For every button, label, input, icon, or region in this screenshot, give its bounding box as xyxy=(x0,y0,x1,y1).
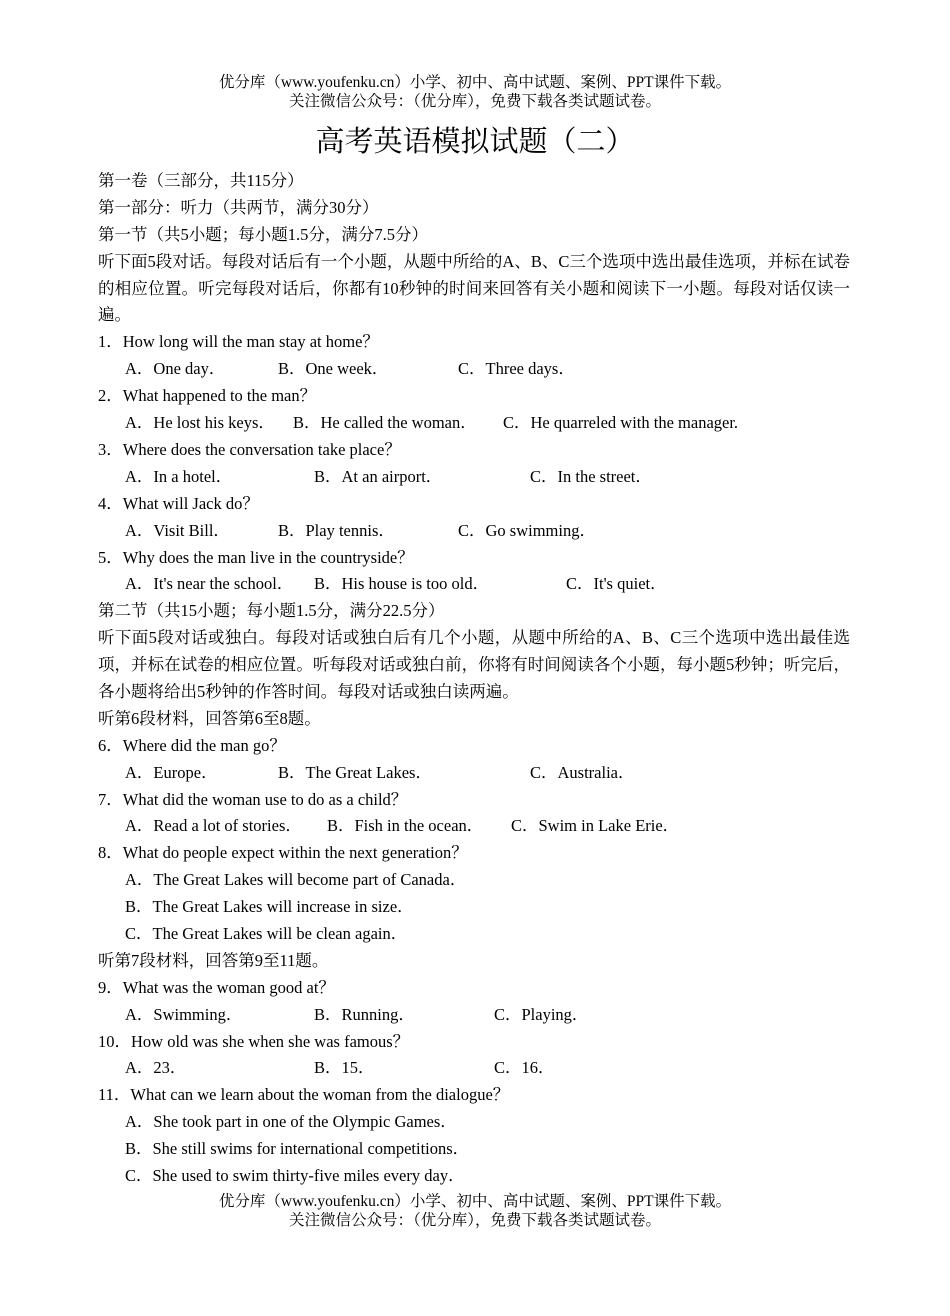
question-options xyxy=(98,1109,850,1190)
option-b: B．15． xyxy=(314,1058,375,1078)
option-a: A．The Great Lakes will become part of Canada． xyxy=(125,870,467,890)
option-b: B．His house is too old． xyxy=(314,574,490,594)
option-c: C．The Great Lakes will be clean again． xyxy=(125,924,408,944)
question-options xyxy=(98,813,850,840)
question-options xyxy=(98,410,850,437)
question-options xyxy=(98,518,850,545)
question-options xyxy=(98,1055,850,1082)
footer-line-2: 关注微信公众号：（优分库），免费下载各类试题试卷。 xyxy=(288,1212,661,1229)
option-c: C．Swim in Lake Erie． xyxy=(511,816,680,836)
question: 8．What do people expect within the next generation？ xyxy=(98,843,468,863)
question-options xyxy=(98,760,850,787)
part-heading: 第一部分：听力（共两节，满分30分） xyxy=(98,197,379,217)
option-c: C．Playing． xyxy=(494,1004,589,1024)
option-b: B．The Great Lakes will increase in size． xyxy=(125,897,414,917)
option-c: C．Australia． xyxy=(530,762,635,782)
question: 5．Why does the man live in the countryside？ xyxy=(98,547,414,567)
question: 4．What will Jack do？ xyxy=(98,493,259,513)
option-b: B．Play tennis． xyxy=(278,520,395,540)
question-options xyxy=(98,356,850,383)
header-line-1: 优分库（www.youfenku.cn）小学、初中、高中试题、案例、PPT课件下载。 xyxy=(218,74,732,91)
option-a: A．In a hotel． xyxy=(125,466,233,486)
option-a: A．Swimming． xyxy=(125,1004,243,1024)
option-c: C．It's quiet． xyxy=(566,574,667,594)
option-b: B．She still swims for international competitions． xyxy=(125,1139,470,1159)
option-b: B．Running． xyxy=(314,1004,415,1024)
option-a: A．He lost his keys． xyxy=(125,413,275,433)
question: 7．What did the woman use to do as a child？ xyxy=(98,789,408,809)
section-2-heading: 第二节（共15小题；每小题1.5分，满分22.5分） xyxy=(98,601,445,621)
option-b: B．Fish in the ocean． xyxy=(327,816,484,836)
option-a: A．Europe． xyxy=(125,762,218,782)
option-a: A．One day． xyxy=(125,359,226,379)
page-title: 高考英语模拟试题（二） xyxy=(315,126,635,158)
question: 9．What was the woman good at？ xyxy=(98,977,335,997)
question-options xyxy=(98,571,850,598)
question: 11．What can we learn about the woman from the dialogue？ xyxy=(98,1085,510,1105)
material-7-heading: 听第7段材料，回答第9至11题。 xyxy=(98,950,329,970)
option-c: C．In the street． xyxy=(530,466,652,486)
option-a: A．23． xyxy=(125,1058,187,1078)
question: 2．What happened to the man？ xyxy=(98,386,317,406)
option-b: B．At an airport． xyxy=(314,466,443,486)
option-c: C．She used to swim thirty-five miles every day． xyxy=(125,1166,465,1186)
question-options xyxy=(98,464,850,491)
option-b: B．The Great Lakes． xyxy=(278,762,432,782)
question-options xyxy=(98,1002,850,1029)
option-b: B．He called the woman． xyxy=(293,413,477,433)
exam-body xyxy=(98,168,850,1190)
question: 10．How old was she when she was famous？ xyxy=(98,1031,410,1051)
section-1-heading: 第一节（共5小题；每小题1.5分，满分7.5分） xyxy=(98,224,428,244)
question: 3．Where does the conversation take place？ xyxy=(98,439,401,459)
option-b: B．One week． xyxy=(278,359,389,379)
option-a: A．Read a lot of stories． xyxy=(125,816,302,836)
option-a: A．She took part in one of the Olympic Games． xyxy=(125,1112,457,1132)
option-a: A．Visit Bill． xyxy=(125,520,230,540)
option-c: C．16． xyxy=(494,1058,555,1078)
material-6-heading: 听第6段材料，回答第6至8题。 xyxy=(98,708,321,728)
option-c: C．Three days． xyxy=(458,359,575,379)
question-options xyxy=(98,867,850,948)
footer-line-1: 优分库（www.youfenku.cn）小学、初中、高中试题、案例、PPT课件下载。 xyxy=(218,1193,732,1210)
section-2-instructions: 听下面5段对话或独白。每段对话或独白后有几个小题，从题中所给的A、B、C三个选项中选出最佳选项，并标在试卷的相应位置。听每段对话或独白前，你将有时间阅读各个小题，每小题5秒钟；听完后，各小题将给出5秒钟的作答时间。每段对话或独白读两遍。 xyxy=(98,628,850,701)
option-a: A．It's near the school． xyxy=(125,574,294,594)
question: 6．Where did the man go？ xyxy=(98,735,286,755)
question: 1．How long will the man stay at home？ xyxy=(98,332,379,352)
option-c: C．He quarreled with the manager. xyxy=(503,413,739,433)
volume-heading: 第一卷（三部分，共115分） xyxy=(98,171,304,190)
header-line-2: 关注微信公众号：（优分库），免费下载各类试题试卷。 xyxy=(288,93,661,110)
option-c: C．Go swimming． xyxy=(458,520,596,540)
section-1-instructions: 听下面5段对话。每段对话后有一个小题，从题中所给的A、B、C三个选项中选出最佳选项，并标在试卷的相应位置。听完每段对话后，你都有10秒钟的时间来回答有关小题和阅读下一小题。每段对话仅读一遍。 xyxy=(98,251,850,325)
